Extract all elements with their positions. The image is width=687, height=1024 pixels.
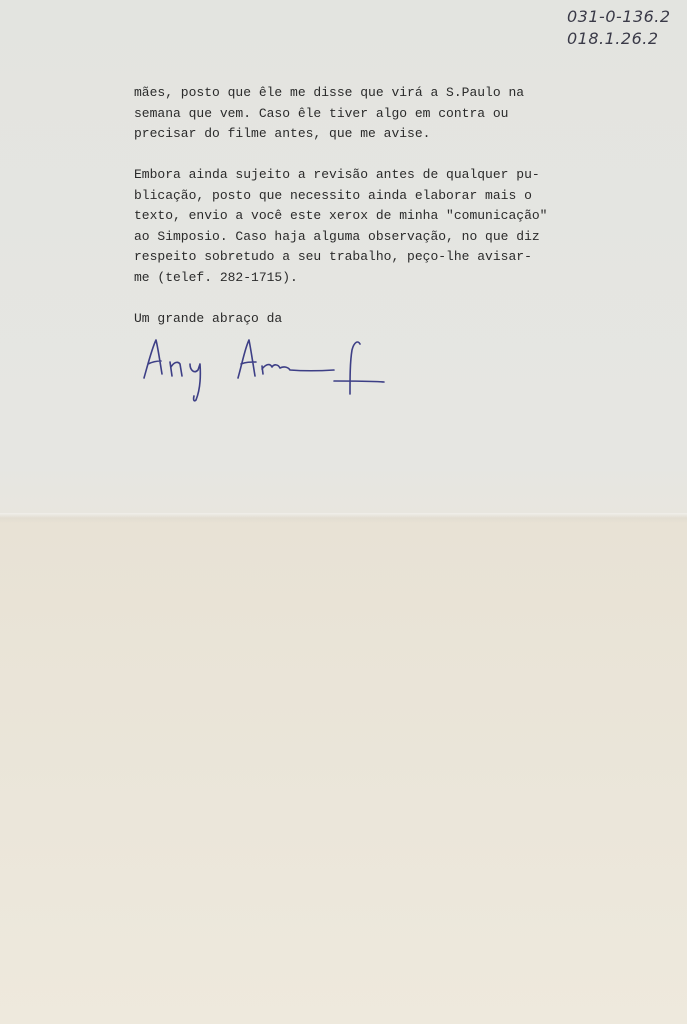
letter-body [134,83,604,329]
paragraph-1 [134,83,604,145]
paragraph-gap [134,288,604,309]
paragraph-gap [134,145,604,166]
text-line: me (telef. 282-1715). [134,269,298,285]
text-line: precisar do filme antes, que me avise. [134,126,431,141]
archive-codes [567,6,687,50]
paragraph-2 [134,165,604,288]
handwritten-signature [138,334,390,408]
archive-code-1: 031-0-136.2 [567,7,671,26]
text-line: ao Simposio. Caso haja alguma observação, no que diz [134,228,540,244]
archive-code-2: 018.1.26.2 [567,29,659,48]
text-line: Embora ainda sujeito a revisão antes de qualquer pu- [134,167,540,182]
text-line: texto, envio a você este xerox de minha "comunicação" [134,208,548,223]
text-line: mães, posto que êle me disse que virá a S.Paulo na [134,85,525,100]
text-line: semana que vem. Caso êle tiver algo em contra ou [134,105,509,121]
closing-line: Um grande abraço da [134,310,283,326]
paper-fold [0,513,687,523]
text-line: blicação, posto que necessito ainda elaborar mais o [134,187,532,203]
text-line: respeito sobretudo a seu trabalho, peço-lhe avisar- [134,249,532,264]
